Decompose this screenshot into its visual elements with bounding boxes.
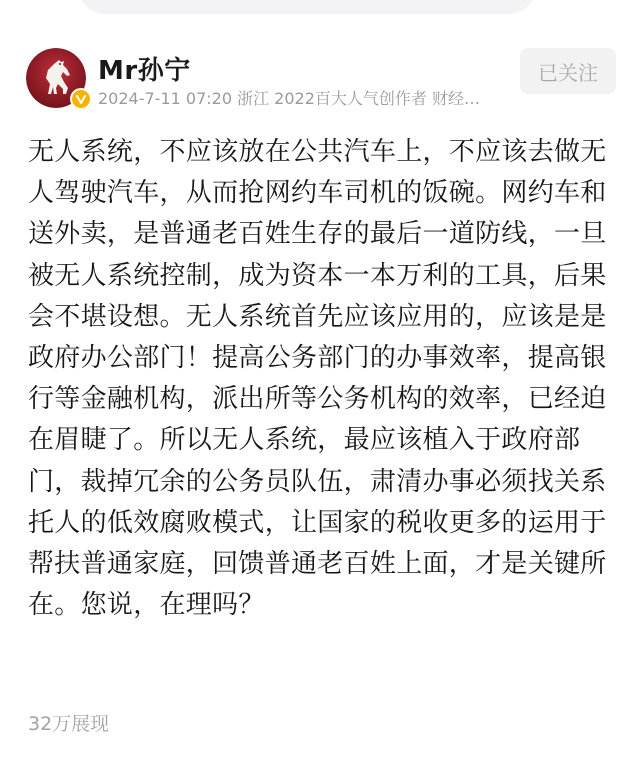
post-content: 无人系统，不应该放在公共汽车上，不应该去做无人驾驶汽车，从而抢网约车司机的饭碗。网约车和送外卖，是普通老百姓生存的最后一道防线，一旦被无人系统控制，成为资本一本万利的工具，后果会不堪设想。无人系统首先应该应用的，应该是是政府办公部门！提高公务部门的办事效率，提高银行等金融机构，派出所等公务机构的效率，已经迫在眉睫了。所以无人系统，最应该植入于政府部门，裁掉冗余的公务员队伍，肃清办事必须找关系托人的低效腐败模式，让国家的税收更多的运用于帮扶普通家庭，回馈普通老百姓上面，才是关键所在。您说，在理吗？ [28,137,607,621]
view-count: 32万展现 [28,713,110,735]
follow-button[interactable]: 已关注 [520,48,616,94]
post-meta: 2024-7-11 07:20 浙江 2022百大人气创作者 财经… [98,89,480,108]
post-header [26,48,626,114]
verified-badge-icon [70,88,92,110]
search-bar[interactable] [78,0,536,14]
author-name[interactable]: Mr孙宁 [98,56,191,86]
avatar[interactable] [26,48,86,108]
